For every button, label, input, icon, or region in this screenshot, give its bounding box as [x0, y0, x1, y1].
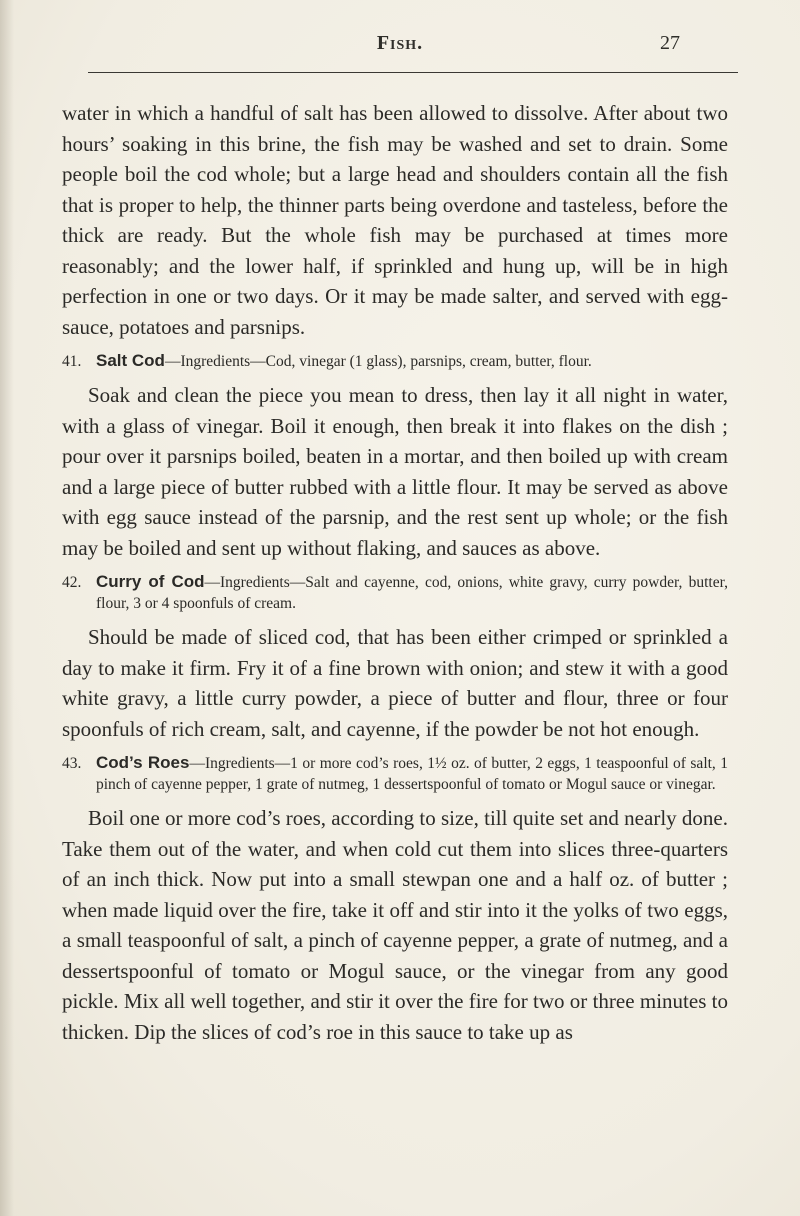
- recipe-body: Boil one or more cod’s roes, according to size, till quite set and nearly done. Take them out of the water, and when cold cut them into slices three-quarters of an inch thick. Now put into a small stewpan one and a half oz. of butter ; when made liquid over the fire, take it off and stir into it the yolks of two eggs, a small teaspoonful of salt, a pinch of cayenne pepper, a grate of nutmeg, and a dessertspoonful of tomato or Mogul sauce, or the vinegar from any good pickle. Mix all well together, and stir it over the fire for two or three minutes to thicken. Dip the slices of cod’s roe in this sauce to take up as: [62, 806, 728, 1044]
- recipe-number: 41.: [62, 353, 82, 370]
- recipe-title: Curry of Cod: [96, 572, 205, 591]
- recipe-cods-roes: [62, 752, 728, 1047]
- recipe-ingredients: —Ingredients—Salt and cayenne, cod, onions, white gravy, curry powder, butter, flour, 3 or 4 spoonfuls of cream.: [96, 574, 728, 612]
- intro-paragraph: water in which a handful of salt has been allowed to dissolve. After about two hours’ soaking in this brine, the fish may be washed and set to drain. Some people boil the cod whole; but a large head and shoulders contain all the fish that is proper to help, the thinner parts being overdone and tasteless, before the thick are ready. But the whole fish may be purchased at times more reasonably; and the lower half, if sprinkled and hung up, will be in high perfection in one or two days. Or it may be made salter, and served with egg-sauce, potatoes and parsnips.: [62, 101, 728, 339]
- recipe-body: Soak and clean the piece you mean to dress, then lay it all night in water, with a glass of vinegar. Boil it enough, then break it into flakes on the dish ; pour over it parsnips boiled, beaten in a mortar, and then boiled up with cream and a large piece of butter rubbed with a little flour. It may be served as above with egg sauce instead of the parsnip, and the rest sent up whole; or the fish may be boiled and sent up without flaking, and sauces as above.: [62, 383, 728, 560]
- running-head: [60, 28, 740, 68]
- recipe-ingredients: —Ingredients—1 or more cod’s roes, 1½ oz. of butter, 2 eggs, 1 teaspoonful of salt, 1 pinch of cayenne pepper, 1 grate of nutmeg, 1 dessertspoonful of tomato or Mogul sauce or vinegar.: [96, 755, 728, 793]
- recipe-heading: [62, 571, 728, 614]
- recipe-curry-of-cod: [62, 571, 728, 744]
- page-number: 27: [660, 32, 680, 54]
- recipe-heading: [62, 752, 728, 795]
- recipe-number: 42.: [62, 574, 82, 591]
- recipe-salt-cod: [62, 350, 728, 563]
- recipe-title: Cod’s Roes: [96, 753, 190, 772]
- page-content: [62, 98, 728, 1047]
- page-edge-shadow: [0, 0, 14, 1216]
- header-rule: [88, 72, 738, 73]
- running-title: Fish.: [376, 32, 424, 54]
- recipe-heading: [62, 350, 728, 372]
- recipe-body: Should be made of sliced cod, that has been either crimped or sprinkled a day to make it firm. Fry it of a fine brown with onion; and stew it with a good white gravy, a little curry powder, a piece of butter and flour, three or four spoonfuls of rich cream, salt, and cayenne, if the powder be not hot enough.: [62, 625, 728, 741]
- recipe-number: 43.: [62, 755, 82, 772]
- recipe-ingredients: —Ingredients—Cod, vinegar (1 glass), parsnips, cream, butter, flour.: [164, 353, 592, 370]
- recipe-title: Salt Cod: [96, 351, 165, 370]
